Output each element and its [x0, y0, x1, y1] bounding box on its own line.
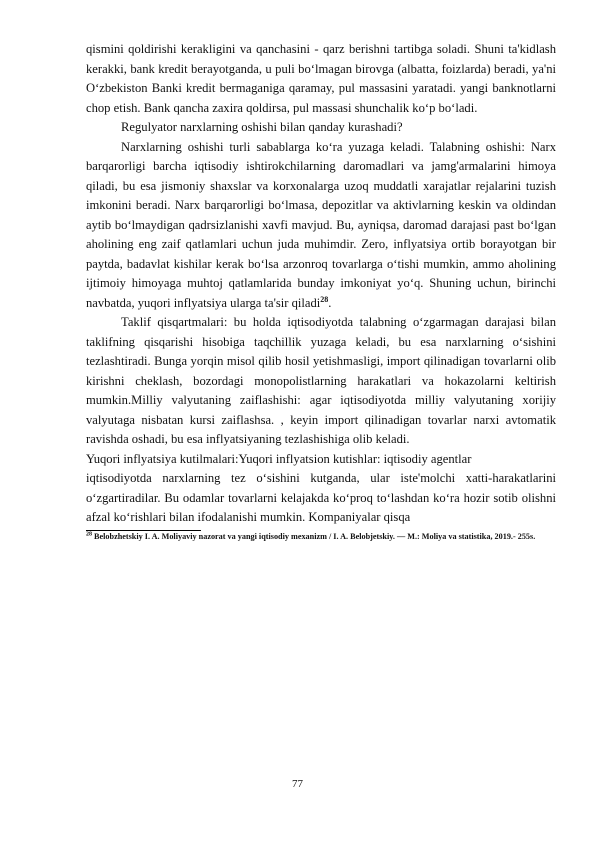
paragraph-6: iqtisodiyotda narxlarning tez o‘sishini kutganda, ular iste'molchi xatti-harakatlarini o‘zgartiradilar. Bu odamlar tovarlarni kelajakda ko‘proq to‘lashdan ko‘ra hozir sotib olishni afzal ko‘rishlari bilan ifodalanishi mumkin. Kompaniyalar qisqa [86, 471, 556, 524]
paragraph-2-question: Regulyator narxlarning oshishi bilan qanday kurashadi? [121, 120, 403, 134]
paragraph-3-end: . [328, 295, 332, 310]
paragraph-4: Taklif qisqartmalari: bu holda iqtisodiyotda talabning o‘zgarmagan darajasi bilan taklifning qisqarishi hisobiga taqchillik yuzaga keladi, bu esa narxlarning o‘sishini tezlashtiradi. Bunga yorqin misol qilib hosil yetishmasligi, import qilinadigan tovarlarni olib kirishni cheklash, bozordagi monopolistlarning harakatlari va hokazolarni keltirish mumkin.Milliy valyutaning zaiflashishi: agar iqtisodiyotda milliy valyutaning xorijiy valyutaga nisbatan kursi zaiflashsa. , keyin import qilinadigan tovarlar narxi avtomatik ravishda oshadi, bu esa inflyatsiyaning tezlashishiga olib keladi. [86, 315, 556, 446]
page-number: 77 [292, 778, 303, 790]
footnote-number: 28 [86, 530, 92, 537]
paragraph-3 [86, 138, 556, 314]
footnote-text: Belobzhetskiy I. A. Moliyaviy nazorat va yangi iqtisodiy mexanizm / I. A. Belobjetskiy. — M.: Moliya va statistika, 2019.- 255s. [92, 531, 536, 541]
paragraph-3-text: Narxlarning oshishi turli sabablarga ko‘ra yuzaga keladi. Talabning oshishi: Narx barqarorligi barcha iqtisodiy ishtirokchilarning daromadlari va jamg'armalarini himoya qiladi, bu esa jismoniy shaxslar va korxonalarga uzoq muddatli xarajatlar rejalarini tuzish imkonini beradi. Narx barqarorligi bo‘lmasa, depozitlar va aktivlarning keskin va oldindan aytib bo‘lmaydigan qadrsizlanishi xavfi mavjud. Bu, ayniqsa, daromad darajasi past bo‘lgan aholining eng zaif qatlamlari uchun juda muhimdir. Zero, inflyatsiya ortib borayotgan bir paytda, badavlat kishilar kerak bo‘lsa arzonroq tovarlarga o‘tishi mumkin, ammo aholining ijtimoiy himoyaga muhtoj qatlamlarida bunday imkoniyat yo‘q. Shuning uchun, birinchi navbatda, yuqori inflyatsiya ularga ta'sir qiladi [86, 139, 556, 310]
paragraph-5: Yuqori inflyatsiya kutilmalari:Yuqori inflyatsion kutishlar: iqtisodiy agentlar [86, 451, 472, 466]
document-page [86, 40, 556, 542]
paragraph-1: qismini qoldirishi kerakligini va qanchasini - qarz berishni tartibga soladi. Shuni ta'kidlash kerakki, bank kredit berayotganda, u puli bo‘lmagan birovga (albatta, foizlarda) beradi, ya'ni O‘zbekiston Banki kredit bermaganiga qaramay, pul massasini yaratadi. yangi banknotlarni chop etish. Bank qancha zaxira qoldirsa, pul massasi shunchalik ko‘p bo‘ladi. [86, 42, 556, 115]
footnote-divider [86, 530, 201, 531]
footnote-reference[interactable]: 28 [320, 294, 329, 304]
footnote [86, 532, 556, 542]
